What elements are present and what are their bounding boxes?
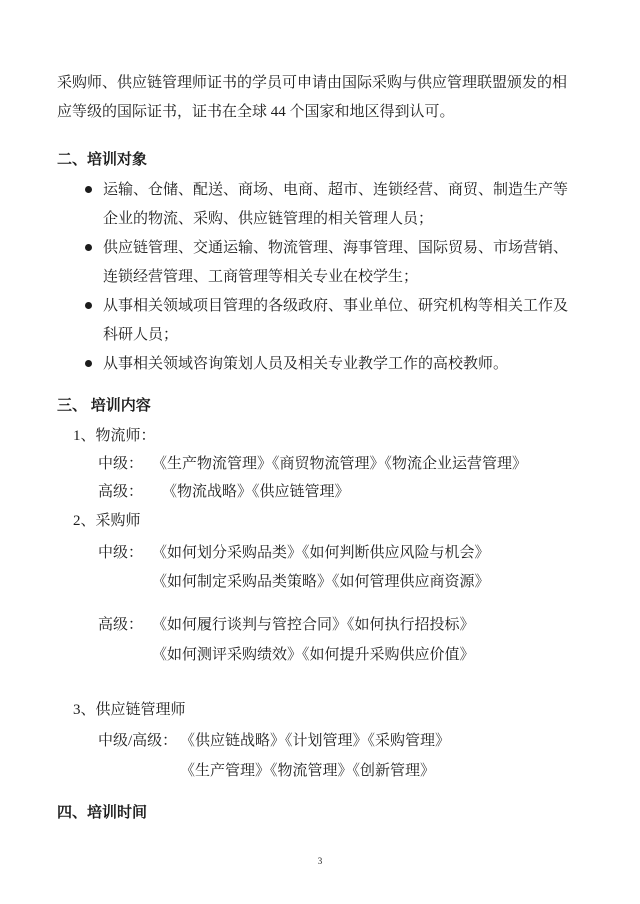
bullet-item-line: 运输、仓储、配送、商场、电商、超市、连锁经营、商贸、制造生产等	[103, 182, 569, 198]
course-list-line: 《如何测评采购绩效》《如何提升采购供应价值》	[152, 647, 475, 663]
bullet-icon	[85, 360, 92, 367]
section-heading-training-content: 三、 培训内容	[57, 398, 151, 414]
course-list-line: 《物流战略》《供应链管理》	[162, 484, 350, 500]
bullet-icon	[85, 186, 92, 193]
bullet-item-line: 企业的物流、采购、供应链管理的相关管理人员；	[103, 211, 434, 227]
bullet-item-line: 供应链管理、交通运输、物流管理、海事管理、国际贸易、市场营销、	[103, 240, 569, 256]
level-label-intermediate: 中级：	[98, 456, 144, 472]
bullet-item-line: 从事相关领域咨询策划人员及相关专业教学工作的高校教师。	[103, 356, 509, 372]
course-list-line: 《生产物流管理》《商贸物流管理》《物流企业运营管理》	[152, 456, 528, 472]
section-heading-training-time: 四、培训时间	[57, 805, 148, 821]
section-heading-training-targets: 二、培训对象	[57, 152, 148, 168]
intro-paragraph-line-1: 采购师、供应链管理师证书的学员可申请由国际采购与供应管理联盟颁发的相	[57, 75, 568, 91]
content-item-purchaser: 2、采购师	[73, 513, 141, 529]
level-label-intermediate: 中级：	[98, 545, 144, 561]
course-list-line: 《供应链战略》《计划管理》《采购管理》	[180, 733, 451, 749]
bullet-icon	[85, 302, 92, 309]
bullet-item-line: 科研人员；	[103, 327, 179, 343]
content-item-logistician: 1、物流师：	[73, 428, 156, 444]
page-number: 3	[317, 856, 323, 866]
intro-paragraph-line-2: 应等级的国际证书，证书在全球 44 个国家和地区得到认可。	[57, 104, 455, 120]
bullet-icon	[85, 244, 92, 251]
course-list-line: 《如何划分采购品类》《如何判断供应风险与机会》	[152, 545, 490, 561]
content-item-supply-chain-manager: 3、供应链管理师	[73, 702, 186, 718]
bullet-item-line: 从事相关领域项目管理的各级政府、事业单位、研究机构等相关工作及	[103, 298, 569, 314]
level-label-advanced: 高级：	[98, 617, 144, 633]
course-list-line: 《如何制定采购品类策略》《如何管理供应商资源》	[152, 574, 490, 590]
bullet-item-line: 连锁经营管理、工商管理等相关专业在校学生；	[103, 269, 419, 285]
course-list-line: 《如何履行谈判与管控合同》《如何执行招投标》	[152, 617, 475, 633]
course-list-line: 《生产管理》《物流管理》《创新管理》	[180, 763, 436, 779]
level-label-intermediate-advanced: 中级/高级：	[98, 733, 178, 749]
level-label-advanced: 高级：	[98, 484, 144, 500]
